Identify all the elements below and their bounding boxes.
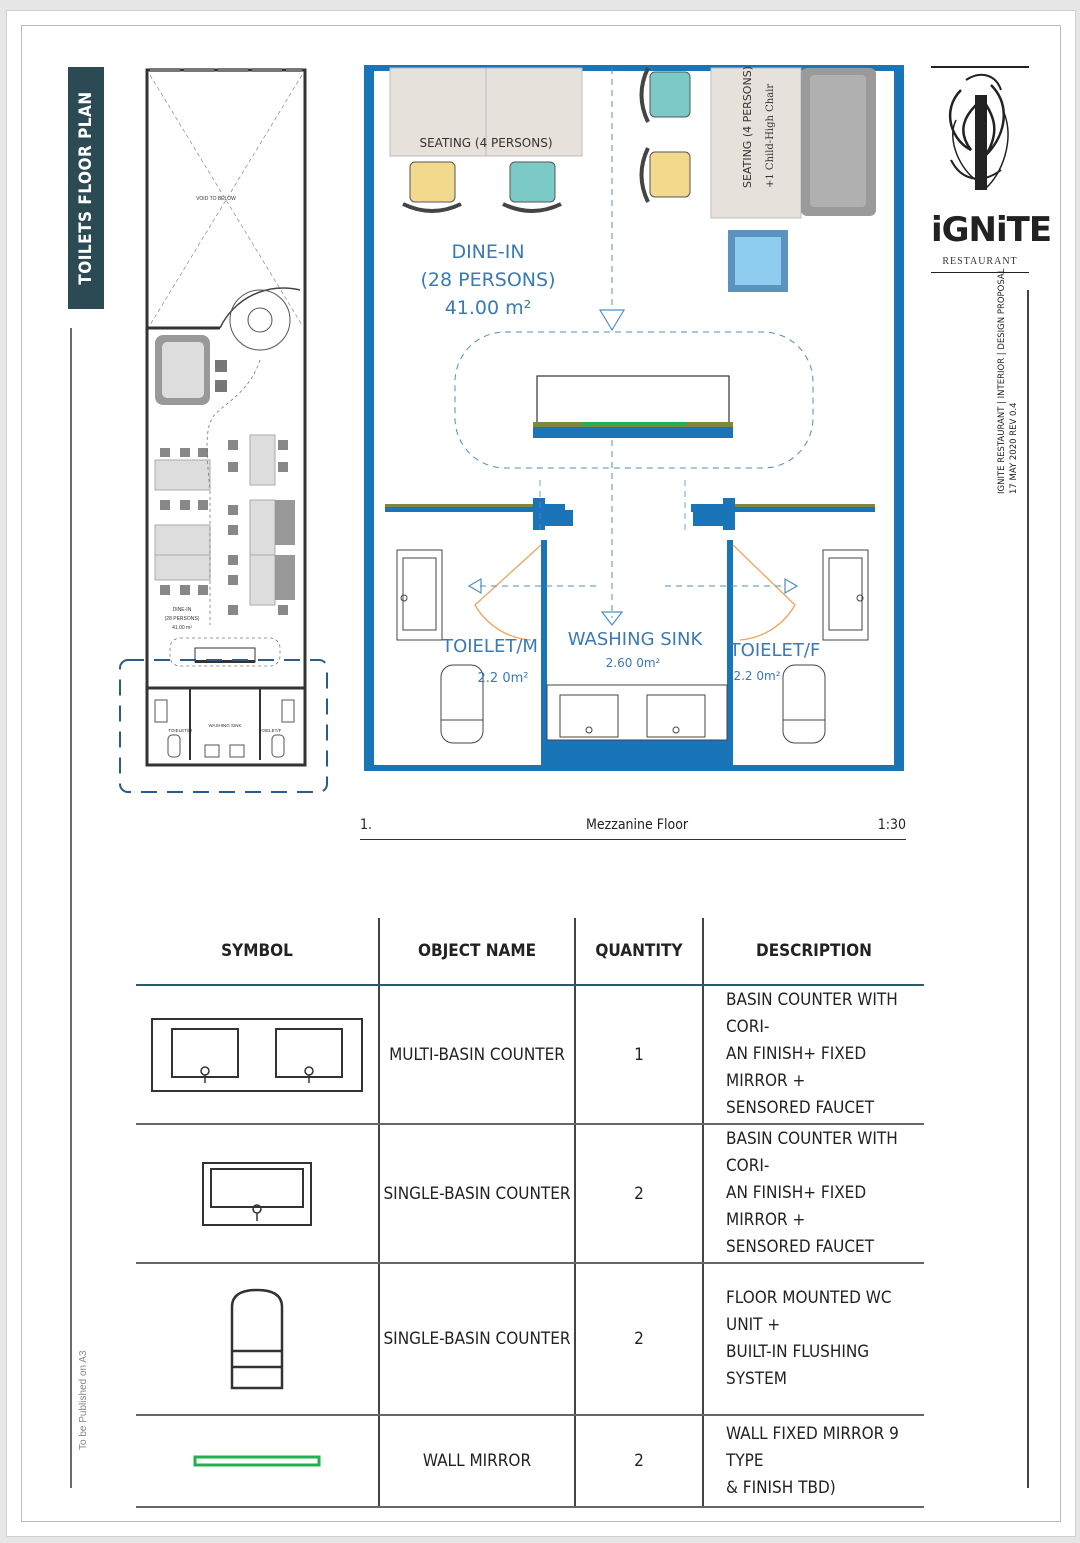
- legend-table: [136, 918, 924, 1508]
- description-line: & FINISH TBD): [726, 1477, 836, 1498]
- wc-icon: [228, 1287, 286, 1391]
- chair-icon: [642, 68, 691, 122]
- published-note: To be Published on A3: [78, 1350, 89, 1450]
- overview-persons: (28 PERSONS): [164, 616, 200, 622]
- description-cell: [703, 1415, 924, 1507]
- wc-icon: [783, 665, 825, 743]
- legend-header-row: [136, 918, 924, 985]
- flame-icon: [931, 70, 1029, 210]
- description-line: SENSORED FAUCET: [726, 1237, 875, 1257]
- high-chair-icon: [728, 230, 788, 292]
- overview-void-label: VOID TO BELOW: [196, 196, 236, 202]
- project-info-line-1: IGNITE RESTAURANT | INTERIOR | DESIGN PROPOSAL: [997, 268, 1007, 494]
- drawing-name: Mezzanine Floor: [586, 817, 689, 833]
- drawing-number: 1.: [360, 817, 373, 833]
- symbol-cell: [136, 1263, 379, 1415]
- description-line: AN FINISH+ FIXED MIRROR +: [726, 1044, 867, 1091]
- object-name-cell: WALL MIRROR: [379, 1415, 575, 1507]
- description-cell: [703, 985, 924, 1124]
- overview-washing: WASHING SINK: [208, 723, 242, 728]
- mirror-icon: [193, 1455, 321, 1467]
- mezzanine-toilet-plan: [355, 60, 915, 780]
- chair-icon: [403, 162, 461, 211]
- dine-in-persons: (28 PERSONS): [420, 269, 556, 291]
- description-line: SENSORED FAUCET: [726, 1098, 875, 1118]
- description-line: BASIN COUNTER WITH CORI-: [726, 1129, 898, 1176]
- brand-logo: [931, 66, 1052, 276]
- drawing-scale: 1:30: [877, 817, 906, 833]
- description-cell: [703, 1263, 924, 1415]
- table-row: [136, 1263, 924, 1415]
- washing-sink-area: 2.60 0m²: [605, 656, 661, 670]
- description-line: FLOOR MOUNTED WC UNIT +: [726, 1288, 892, 1335]
- overview-area: 41.00 m²: [172, 625, 192, 631]
- overview-plan: [110, 60, 340, 800]
- child-chair-label: +1 Child-High Chair: [765, 83, 776, 188]
- toilet-m-label: TOIELET/M: [442, 636, 538, 657]
- overview-dine-in: DINE-IN: [172, 607, 192, 613]
- logo-rule-top: [931, 66, 1029, 68]
- table-row: [136, 1415, 924, 1507]
- brand-subtitle: RESTAURANT: [942, 256, 1018, 267]
- quantity-cell: 2: [575, 1415, 703, 1507]
- header-symbol: SYMBOL: [136, 918, 379, 985]
- right-rule: [1027, 290, 1029, 1488]
- quantity-cell: 2: [575, 1124, 703, 1263]
- toilet-f-label: TOIELET/F: [729, 640, 821, 661]
- brand-name: iGNiTE: [931, 210, 1052, 250]
- description-line: BASIN COUNTER WITH CORI-: [726, 990, 898, 1037]
- header-quantity: QUANTITY: [575, 918, 703, 985]
- single-basin-icon: [823, 550, 868, 640]
- table-row: [136, 985, 924, 1124]
- left-rule: [70, 328, 72, 1488]
- multi-basin-icon: [150, 1017, 364, 1093]
- overview-toilet-f: TOIELET/F: [258, 728, 282, 733]
- seating-right-label: SEATING (4 PERSONS): [741, 66, 754, 188]
- project-info-line-2: 17 MAY 2020 REV 0.4: [1009, 402, 1019, 494]
- chair-icon: [503, 162, 561, 211]
- seating-left-label: SEATING (4 PERSONS): [419, 136, 553, 150]
- single-basin-icon: [201, 1161, 313, 1227]
- single-basin-icon: [397, 550, 442, 640]
- dine-in-area: 41.00 m²: [444, 297, 532, 319]
- multi-basin-icon: [547, 685, 727, 740]
- toilet-f-area: 2.2 0m²: [733, 669, 781, 683]
- object-name-cell: SINGLE-BASIN COUNTER: [379, 1263, 575, 1415]
- quantity-cell: 2: [575, 1263, 703, 1415]
- symbol-cell: [136, 1415, 379, 1507]
- description-line: AN FINISH+ FIXED MIRROR +: [726, 1183, 867, 1230]
- header-description: DESCRIPTION: [703, 918, 924, 985]
- quantity-cell: 1: [575, 985, 703, 1124]
- toilet-m-area: 2.2 0m²: [477, 671, 529, 686]
- washing-sink-label: WASHING SINK: [567, 629, 703, 650]
- symbol-cell: [136, 1124, 379, 1263]
- description-cell: [703, 1124, 924, 1263]
- header-object-name: OBJECT NAME: [379, 918, 575, 985]
- object-name-cell: SINGLE-BASIN COUNTER: [379, 1124, 575, 1263]
- drawing-scale-bar: [360, 813, 906, 840]
- object-name-cell: MULTI-BASIN COUNTER: [379, 985, 575, 1124]
- project-info: [996, 269, 1020, 494]
- sheet-title: TOILETS FLOOR PLAN: [76, 91, 96, 285]
- symbol-cell: [136, 985, 379, 1124]
- chair-icon: [642, 148, 691, 202]
- sheet-title-tab: [68, 67, 104, 309]
- description-line: BUILT-IN FLUSHING SYSTEM: [726, 1342, 870, 1389]
- dine-in-label: DINE-IN: [451, 241, 525, 263]
- table-row: [136, 1124, 924, 1263]
- overview-toilet-m: TOIELET/M: [168, 728, 192, 733]
- description-line: WALL FIXED MIRROR 9 TYPE: [726, 1423, 899, 1471]
